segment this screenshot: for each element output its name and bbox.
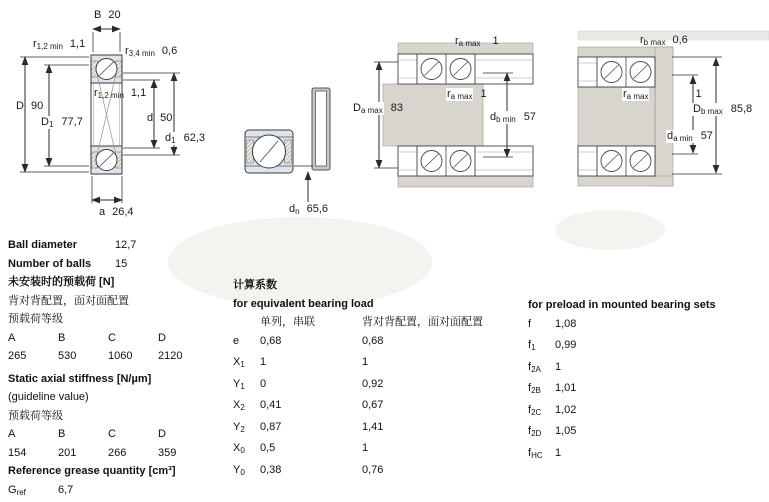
preload-unmounted-title: 未安装时的预载荷 [N] — [8, 276, 115, 288]
dim-value: 1 — [480, 88, 487, 100]
dim-label-B — [94, 9, 121, 22]
stiffness-headers — [8, 425, 226, 444]
dim-value: 65,6 — [306, 203, 328, 215]
cell-value: 1 — [362, 442, 369, 454]
dim-symbol: d — [147, 112, 154, 124]
cell-value: 201 — [58, 446, 77, 459]
stiffness-title: Static axial stiffness [N/µm] — [8, 372, 152, 385]
dim-value: 83 — [390, 102, 403, 114]
ball-diameter-row — [8, 236, 226, 255]
bearing-seal-drawing — [245, 88, 330, 202]
dim-symbol: $r_{1,2 min}$ — [33, 38, 63, 51]
factor-symbol: $X_0$ — [233, 442, 245, 455]
dim-value: 0,6 — [672, 34, 688, 46]
dim-label-rb-max — [640, 34, 688, 47]
col-header-single-tandem: 单列，串联 — [260, 316, 315, 328]
calc-factors-column — [233, 276, 483, 482]
preload-factors-title: for preload in mounted bearing sets — [528, 299, 716, 311]
cell-value: 0,99 — [555, 339, 577, 351]
factor-symbol: f — [528, 317, 532, 330]
preload-factors-column — [528, 296, 716, 465]
number-of-balls-value: 15 — [115, 257, 128, 270]
factor-symbol: $Y_2$ — [233, 420, 245, 434]
cell-value: 359 — [158, 446, 177, 459]
dim-label-r12-top — [33, 38, 85, 51]
preload-unmounted-values — [8, 347, 226, 366]
factor-row-X1 — [233, 353, 483, 375]
preload-class-label: 预载荷等级 — [8, 313, 63, 325]
col-header: D — [158, 331, 166, 344]
ball-diameter-label: Ball diameter — [8, 239, 78, 251]
dim-symbol: B — [94, 9, 102, 21]
dim-label-dn — [289, 203, 328, 216]
dim-value: 1 — [695, 88, 702, 100]
dim-value: 57 — [700, 130, 713, 142]
factor-row-f2B — [528, 379, 716, 401]
dim-label-d — [147, 112, 172, 125]
dim-label-a — [99, 206, 134, 219]
cell-value: 1060 — [108, 350, 133, 362]
cell-value: 0,67 — [362, 399, 384, 411]
factor-symbol: $X_1$ — [233, 356, 245, 369]
cell-value: 1 — [555, 446, 562, 459]
dim-label-ra-max-top — [455, 35, 499, 48]
factor-row-f2C — [528, 401, 716, 423]
dim-label-D1 — [40, 116, 83, 129]
preload-unmounted-headers — [8, 329, 226, 348]
dim-value: 57 — [523, 111, 536, 123]
dim-value: 77,7 — [61, 116, 83, 128]
col-header: B — [58, 331, 66, 344]
number-of-balls-label: Number of balls — [8, 257, 92, 270]
col-header: A — [8, 428, 16, 440]
dim-value: 90 — [30, 100, 44, 112]
factor-row-f — [528, 315, 716, 337]
factor-symbol: $Y_1$ — [233, 377, 245, 391]
dim-label-ra-max-2 — [622, 88, 702, 101]
cell-value: 1,41 — [362, 420, 384, 433]
col-header: A — [8, 331, 16, 344]
cell-value: 0,41 — [260, 399, 282, 411]
dim-symbol: $d_{b min}$ — [490, 111, 516, 124]
cell-value: 1 — [260, 356, 267, 368]
col-header: C — [108, 428, 116, 440]
preload-unmounted-subtitle: 背对背配置，面对面配置 — [8, 294, 129, 307]
dim-symbol: $d_{a min}$ — [667, 130, 693, 143]
dim-label-da-min — [666, 130, 713, 143]
dim-value: 50 — [160, 112, 173, 124]
dim-symbol: $D_{a max}$ — [353, 102, 383, 115]
cell-value: 1,05 — [555, 425, 577, 437]
factor-symbol: $f_{2C}$ — [528, 403, 542, 417]
dim-symbol: a — [99, 206, 106, 218]
dim-value: 26,4 — [112, 206, 134, 218]
dim-label-ra-max-mid — [446, 88, 487, 101]
dim-symbol: D — [16, 100, 24, 112]
dim-value: 1 — [492, 35, 499, 47]
cell-value: 0,87 — [260, 420, 282, 433]
dim-label-D — [16, 100, 43, 113]
factor-symbol: $f_{2A}$ — [528, 360, 541, 374]
dim-value: 20 — [108, 9, 121, 21]
factor-symbol: $X_2$ — [233, 399, 245, 412]
dim-value: 1,1 — [130, 87, 147, 99]
calc-factors-subtitle: for equivalent bearing load — [233, 297, 374, 310]
cell-value: 0,5 — [260, 442, 276, 454]
cell-value: 265 — [8, 350, 27, 362]
factor-row-Y1 — [233, 375, 483, 397]
cell-value: 266 — [108, 446, 127, 459]
ball-diameter-value: 12,7 — [115, 239, 137, 251]
dim-label-r12-inner — [94, 87, 146, 100]
dim-label-d1 — [164, 132, 205, 145]
grease-title: Reference grease quantity [cm³] — [8, 465, 176, 477]
dim-value: 62,3 — [183, 132, 205, 144]
calc-factors-headers — [233, 313, 483, 332]
dim-value: 1,1 — [69, 38, 86, 50]
dim-symbol: $r_{a max}$ — [455, 35, 481, 48]
cell-value: 0 — [260, 377, 267, 390]
dim-symbol: $r_{b max}$ — [640, 34, 666, 47]
dim-value: 85,8 — [730, 103, 753, 115]
factor-symbol: $f_1$ — [528, 339, 536, 352]
factor-symbol: $f_{HC}$ — [528, 446, 543, 460]
dim-label-r34 — [125, 45, 177, 58]
col-header-back-to-back: 背对背配置，面对面配置 — [362, 316, 483, 328]
col-header: D — [158, 428, 166, 440]
dim-symbol: $r_{a max}$ — [623, 88, 649, 101]
factor-row-Y0 — [233, 461, 483, 483]
cell-value: 1,01 — [555, 382, 577, 394]
factor-row-X2 — [233, 396, 483, 418]
factor-symbol: $Y_0$ — [233, 463, 245, 477]
cell-value: 1,08 — [555, 317, 577, 330]
stiffness-values — [8, 444, 226, 463]
calc-factors-title: 计算系数 — [233, 279, 277, 291]
factor-row-f2A — [528, 358, 716, 380]
factor-row-Y2 — [233, 418, 483, 440]
factor-row-e — [233, 332, 483, 354]
cell-value: 0,68 — [260, 334, 282, 347]
stiffness-subtitle: (guideline value) — [8, 391, 89, 403]
cell-value: 2120 — [158, 350, 183, 362]
factor-symbol: e — [233, 334, 240, 347]
col-header: C — [108, 331, 116, 344]
dim-symbol: $D_{b max}$ — [693, 103, 723, 116]
cell-value: 1 — [362, 356, 369, 368]
col-header: B — [58, 428, 66, 440]
dim-value: 0,6 — [161, 45, 178, 57]
cell-value: 0,76 — [362, 463, 384, 476]
cell-value: 1,02 — [555, 403, 577, 416]
factor-row-f2D — [528, 422, 716, 444]
dim-symbol: $r_{3,4 min}$ — [125, 45, 155, 58]
factor-symbol: $f_{2D}$ — [528, 425, 542, 438]
dim-label-Db-max — [692, 103, 752, 116]
dim-symbol: $D_1$ — [41, 116, 54, 129]
cell-value: 154 — [8, 446, 27, 459]
factor-symbol: $f_{2B}$ — [528, 382, 541, 395]
factor-row-fHC — [528, 444, 716, 466]
factor-row-f1 — [528, 336, 716, 358]
stiffness-class-label: 预载荷等级 — [8, 409, 63, 422]
dim-label-Da-max — [352, 102, 403, 115]
dim-label-db-min — [489, 111, 536, 124]
grease-value: 6,7 — [58, 483, 74, 496]
cell-value: 530 — [58, 350, 77, 362]
factor-row-X0 — [233, 439, 483, 461]
cell-value: 1 — [555, 360, 562, 373]
number-of-balls-row — [8, 255, 226, 274]
dim-symbol: $d_1$ — [165, 132, 176, 145]
dim-symbol: $r_{a max}$ — [447, 88, 473, 101]
cell-value: 0,92 — [362, 377, 384, 390]
grease-symbol: $G_{ref}$ — [8, 483, 26, 497]
dim-symbol: $d_n$ — [289, 203, 300, 216]
left-spec-column — [8, 236, 226, 502]
cell-value: 0,68 — [362, 334, 384, 347]
grease-row — [8, 481, 226, 502]
cell-value: 0,38 — [260, 463, 282, 476]
dim-symbol: $r_{1,2 min}$ — [94, 87, 124, 100]
